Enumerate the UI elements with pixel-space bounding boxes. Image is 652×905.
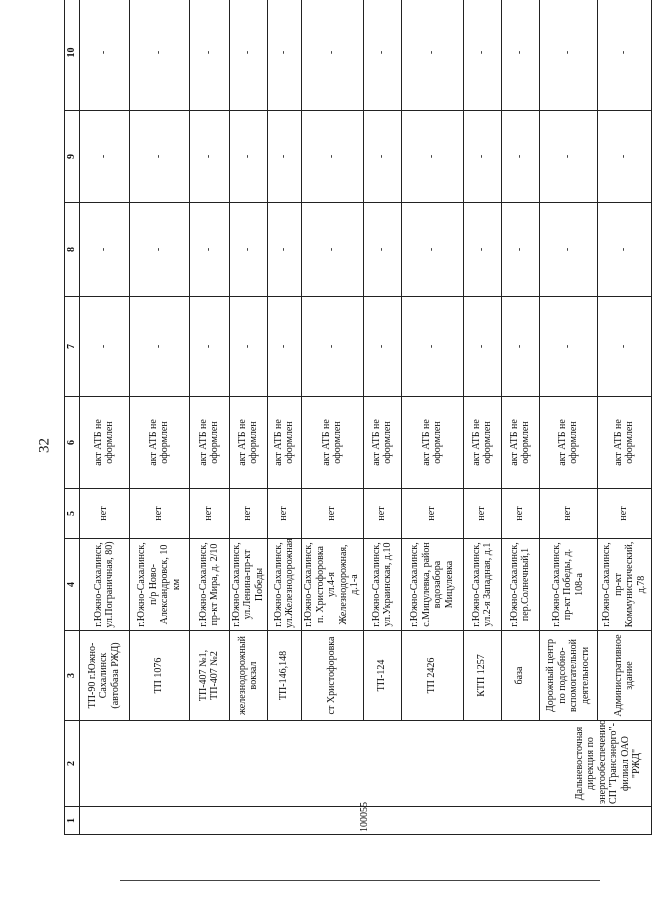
- page-number: 32: [36, 438, 53, 453]
- dash-cell: -: [463, 297, 501, 397]
- dash-cell: -: [363, 297, 401, 397]
- dash-cell: -: [79, 203, 129, 297]
- dash-cell: -: [229, 111, 267, 203]
- dash-cell: -: [129, 203, 189, 297]
- status-cell: акт АТБ не оформлен: [597, 397, 651, 489]
- dash-cell: -: [301, 0, 363, 111]
- dash-cell: -: [597, 111, 651, 203]
- header-cell: 7: [65, 297, 80, 397]
- has-cell: нет: [363, 489, 401, 539]
- dash-cell: -: [401, 297, 463, 397]
- object-cell: ТП 1076: [129, 631, 189, 721]
- object-cell: ТП 2426: [401, 631, 463, 721]
- dash-cell: -: [189, 297, 229, 397]
- status-cell: акт АТБ не оформлен: [463, 397, 501, 489]
- dash-cell: -: [539, 0, 597, 111]
- dash-cell: -: [597, 203, 651, 297]
- table-row: [501, 0, 539, 835]
- dash-cell: -: [79, 111, 129, 203]
- dash-cell: -: [129, 111, 189, 203]
- header-row: [65, 0, 80, 835]
- header-cell: 10: [65, 0, 80, 111]
- object-cell: база: [501, 631, 539, 721]
- address-cell: г.Южно-Сахалинск, п. Христофоровка ул.4-я Железнодорожная, д.1-а: [301, 539, 363, 631]
- status-cell: акт АТБ не оформлен: [501, 397, 539, 489]
- dash-cell: -: [363, 111, 401, 203]
- dash-cell: -: [189, 111, 229, 203]
- status-cell: акт АТБ не оформлен: [539, 397, 597, 489]
- dash-cell: -: [463, 203, 501, 297]
- table-row: [597, 0, 651, 835]
- address-cell: г.Южно-Сахалинск, п/р Ново-Александровск, 10 км: [129, 539, 189, 631]
- has-cell: нет: [401, 489, 463, 539]
- object-cell: железнодорожный вокзал: [229, 631, 267, 721]
- status-cell: акт АТБ не оформлен: [401, 397, 463, 489]
- address-cell: г.Южно-Сахалинск, пр-кт Коммунистический, д.78: [597, 539, 651, 631]
- dash-cell: -: [229, 203, 267, 297]
- dash-cell: -: [539, 297, 597, 397]
- dash-cell: -: [79, 297, 129, 397]
- status-cell: акт АТБ не оформлен: [363, 397, 401, 489]
- dash-cell: -: [267, 297, 301, 397]
- address-cell: г.Южно-Сахалинск, с.Мицулевка, район водозабора Мицулевка: [401, 539, 463, 631]
- data-table: [64, 0, 652, 835]
- header-cell: 2: [65, 721, 80, 807]
- dash-cell: -: [301, 203, 363, 297]
- status-cell: акт АТБ не оформлен: [189, 397, 229, 489]
- object-cell: ТП-90 г.Южно-Сахалинск (автобаза РЖД): [79, 631, 129, 721]
- dash-cell: -: [267, 203, 301, 297]
- dash-cell: -: [501, 297, 539, 397]
- dash-cell: -: [229, 297, 267, 397]
- object-cell: ТП-146,148: [267, 631, 301, 721]
- dash-cell: -: [501, 0, 539, 111]
- dash-cell: -: [401, 203, 463, 297]
- dash-cell: -: [597, 297, 651, 397]
- dash-cell: -: [267, 0, 301, 111]
- dash-cell: -: [597, 0, 651, 111]
- object-cell: ст Христофоровка: [301, 631, 363, 721]
- dash-cell: -: [129, 0, 189, 111]
- address-cell: г.Южно-Сахалинск, ул.Ленина-пр-кт Победы: [229, 539, 267, 631]
- has-cell: нет: [129, 489, 189, 539]
- dash-cell: -: [539, 203, 597, 297]
- dash-cell: -: [301, 111, 363, 203]
- address-cell: г.Южно-Сахалинск, пр-кт Победы, д. 108-а: [539, 539, 597, 631]
- status-cell: акт АТБ не оформлен: [301, 397, 363, 489]
- table-row: [363, 0, 401, 835]
- address-cell: г.Южно-Сахалинск, ул.Пограничная, 80): [79, 539, 129, 631]
- header-cell: 5: [65, 489, 80, 539]
- table-body: [79, 0, 651, 835]
- has-cell: нет: [463, 489, 501, 539]
- header-cell: 1: [65, 807, 80, 835]
- dash-cell: -: [189, 203, 229, 297]
- object-cell: Административное здание: [597, 631, 651, 721]
- has-cell: нет: [267, 489, 301, 539]
- has-cell: нет: [501, 489, 539, 539]
- dash-cell: -: [301, 297, 363, 397]
- dash-cell: -: [501, 203, 539, 297]
- header-cell: 8: [65, 203, 80, 297]
- dash-cell: -: [267, 111, 301, 203]
- table-row: [463, 0, 501, 835]
- dash-cell: -: [501, 111, 539, 203]
- table-row: [301, 0, 363, 835]
- has-cell: нет: [189, 489, 229, 539]
- dash-cell: -: [463, 111, 501, 203]
- status-cell: акт АТБ не оформлен: [267, 397, 301, 489]
- table-row: [189, 0, 229, 835]
- header-cell: 6: [65, 397, 80, 489]
- dash-cell: -: [363, 0, 401, 111]
- object-cell: КТП 1257: [463, 631, 501, 721]
- dash-cell: -: [401, 0, 463, 111]
- address-cell: г.Южно-Сахалинск, ул.2-я Западная, д.1: [463, 539, 501, 631]
- dash-cell: -: [539, 111, 597, 203]
- header-cell: 4: [65, 539, 80, 631]
- address-cell: г.Южно-Сахалинск, пр-кт Мира, д. 2/10: [189, 539, 229, 631]
- has-cell: нет: [229, 489, 267, 539]
- status-cell: акт АТБ не оформлен: [229, 397, 267, 489]
- table-row: [267, 0, 301, 835]
- header-cell: 3: [65, 631, 80, 721]
- organization-cell: Дальневосточная дирекция по энергообеспечению СП "Трансэнерго"-филиал ОАО "РЖД": [79, 721, 651, 807]
- footer-rule: [120, 880, 600, 881]
- has-cell: нет: [79, 489, 129, 539]
- has-cell: нет: [539, 489, 597, 539]
- dash-cell: -: [129, 297, 189, 397]
- object-cell: ТП-407 №1, ТП-407 №2: [189, 631, 229, 721]
- dash-cell: -: [79, 0, 129, 111]
- status-cell: акт АТБ не оформлен: [129, 397, 189, 489]
- header-cell: 9: [65, 111, 80, 203]
- address-cell: г.Южно-Сахалинск, ул.Украинская, д.10: [363, 539, 401, 631]
- address-cell: г.Южно-Сахалинск, пер.Солнечный,1: [501, 539, 539, 631]
- address-cell: г.Южно-Сахалинск, ул.Железнодорожная: [267, 539, 301, 631]
- object-cell: ТП-124: [363, 631, 401, 721]
- dash-cell: -: [463, 0, 501, 111]
- document-table-sheet: [64, 0, 647, 835]
- table-row: [129, 0, 189, 835]
- has-cell: нет: [597, 489, 651, 539]
- object-cell: Дорожный центр по подсобно-вспомогательной деятельности: [539, 631, 597, 721]
- dash-cell: -: [229, 0, 267, 111]
- status-cell: акт АТБ не оформлен: [79, 397, 129, 489]
- code-cell: 100055: [79, 807, 651, 835]
- dash-cell: -: [363, 203, 401, 297]
- table-row: [79, 0, 129, 835]
- table-row: [539, 0, 597, 835]
- table-row: [401, 0, 463, 835]
- dash-cell: -: [189, 0, 229, 111]
- dash-cell: -: [401, 111, 463, 203]
- has-cell: нет: [301, 489, 363, 539]
- table-row: [229, 0, 267, 835]
